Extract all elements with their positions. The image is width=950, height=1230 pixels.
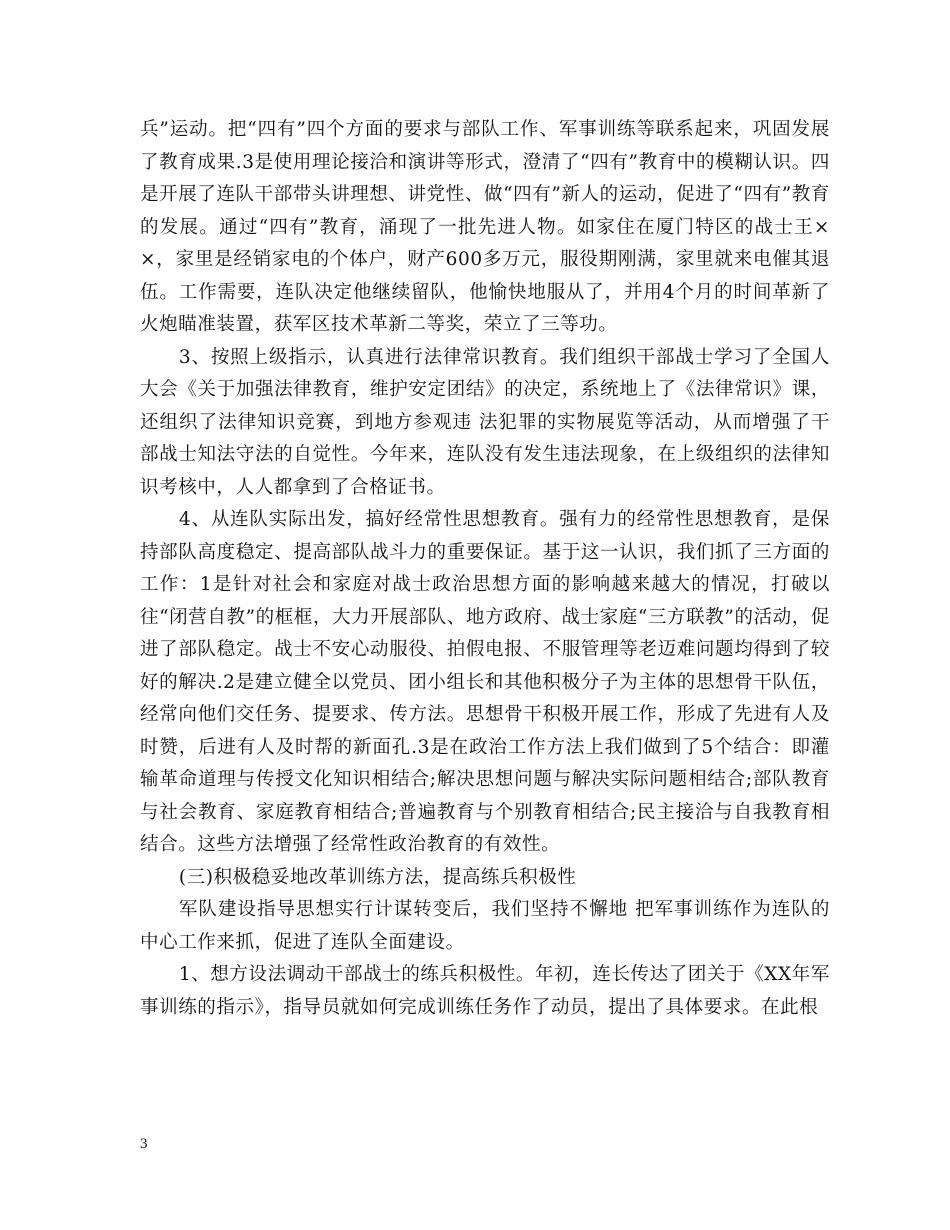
paragraph-1: 兵”运动。把“四有”四个方面的要求与部队工作、军事训练等联系起来，巩固发展了教育成果.3是使用理论接洽和演讲等形式，澄清了“四有”教育中的模糊认识。四是开展了连队干部带头讲理想、讲党性、做“四有”新人的运动，促进了“四有”教育的发展。通过“四有”教育，涌现了一批先进人物。如家住在厦门特区的战士王××，家里是经销家电的个体户，财产600多万元，服役期刚满，家里就来电催其退伍。工作需要，连队决定他继续留队，他愉快地服从了，并用4个月的时间革新了火炮瞄准装置，获军区技术革新二等奖，荣立了三等功。 [140, 119, 830, 335]
paragraph-4: 军队建设指导思想实行计谋转变后，我们坚持不懈地 把军事训练作为连队的中心工作来抓，促进了连队全面建设。 [140, 899, 830, 953]
paragraph-5: 1、想方设法调动干部战士的练兵积极性。年初，连长传达了团关于《XX年军事训练的指示》，指导员就如何完成训练任务作了动员，提出了具体要求。在此根 [140, 964, 830, 1018]
page-number: 3 [140, 1136, 148, 1152]
paragraph-2: 3、按照上级指示，认真进行法律常识教育。我们组织干部战士学习了全国人大会《关于加强法律教育，维护安定团结》的决定，系统地上了《法律常识》课，还组织了法律知识竞赛，到地方参观违 法犯罪的实物展览等活动，从而增强了干部战士知法守法的自觉性。今年来，连队没有发生违法现象，在上级组织的法律知识考核中，人人都拿到了合格证书。 [140, 346, 830, 498]
document-body [140, 114, 830, 1024]
paragraph-3: 4、从连队实际出发，搞好经常性思想教育。强有力的经常性思想教育，是保持部队高度稳定、提高部队战斗力的重要保证。基于这一认识，我们抓了三方面的工作：1是针对社会和家庭对战士政治思想方面的影响越来越大的情况，打破以往“闭营自教”的框框，大力开展部队、地方政府、战士家庭“三方联教”的活动，促进了部队稳定。战士不安心动服役、拍假电报、不服管理等老迈难问题均得到了较好的解决.2是建立健全以党员、团小组长和其他积极分子为主体的思想骨干队伍，经常向他们交任务、提要求、传方法。思想骨干积极开展工作，形成了先进有人及时赞，后进有人及时帮的新面孔.3是在政治工作方法上我们做到了5个结合：即灌输革命道理与传授文化知识相结合;解决思想问题与解决实际问题相结合;部队教育与社会教育、家庭教育相结合;普遍教育与个别教育相结合;民主接洽与自我教育相结合。这些方法增强了经常性政治教育的有效性。 [140, 509, 830, 855]
section-heading-3: (三)积极稳妥地改革训练方法，提高练兵积极性 [178, 866, 577, 888]
